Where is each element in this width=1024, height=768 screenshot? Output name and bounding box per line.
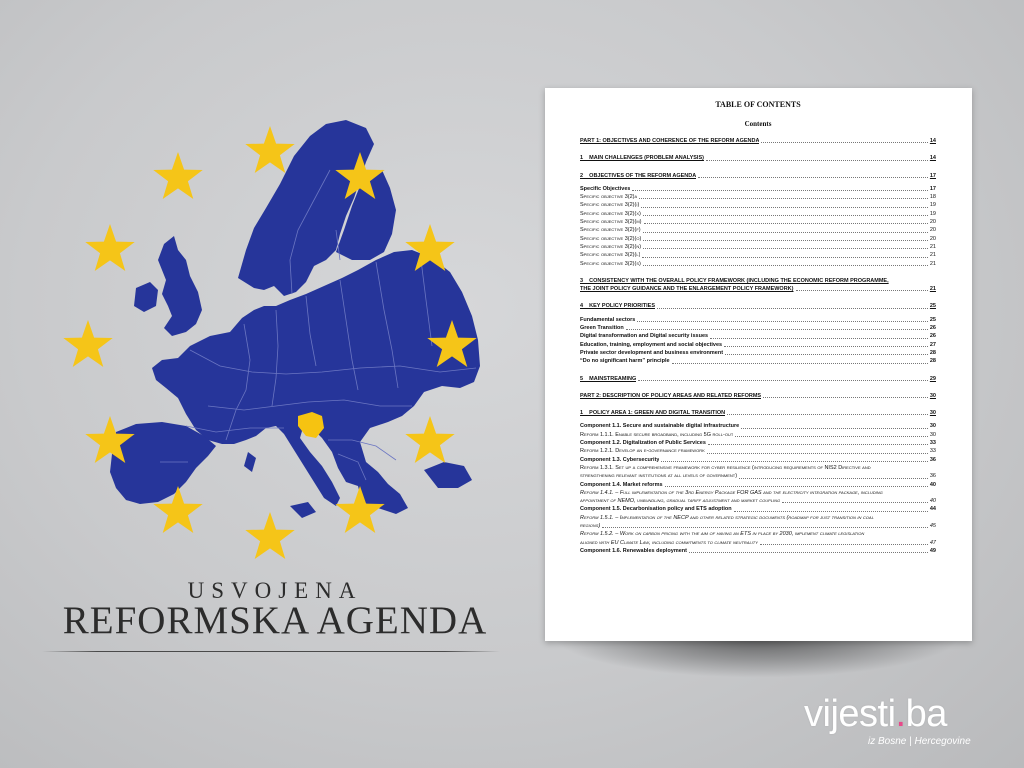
toc-page-number: 36	[929, 473, 936, 480]
toc-entry-text-continued: THE JOINT POLICY GUIDANCE AND THE ENLARGEMENT POLICY FRAMEWORK)	[580, 286, 794, 293]
toc-entry[interactable]	[580, 547, 936, 555]
toc-leader-dots	[761, 142, 927, 143]
toc-entry[interactable]	[580, 530, 936, 547]
toc-leader-dots	[735, 436, 928, 437]
toc-leader-dots	[706, 160, 928, 161]
toc-entry[interactable]	[580, 316, 936, 324]
toc-leader-dots	[763, 397, 928, 398]
toc-entry[interactable]	[580, 392, 936, 400]
logo-tagline: iz Bosne | Hercegovine	[868, 736, 971, 747]
toc-page-number: 40	[929, 498, 936, 505]
toc-entry-text: Green Transition	[580, 325, 624, 332]
toc-entry[interactable]	[580, 277, 936, 294]
toc-entry[interactable]	[580, 341, 936, 349]
logo-name: vijesti	[804, 693, 896, 735]
toc-entry-text: 4 KEY POLICY PRIORITIES	[580, 303, 655, 310]
toc-leader-dots	[643, 232, 928, 233]
toc-leader-dots	[643, 265, 928, 266]
toc-entry-text: Component 1.2. Digitalization of Public Services	[580, 440, 706, 447]
toc-leader-dots	[760, 544, 928, 545]
toc-entry-text: Component 1.3. Cybersecurity	[580, 456, 660, 463]
toc-leader-dots	[698, 177, 928, 178]
vijesti-logo	[804, 693, 947, 736]
toc-page-number: 36	[929, 456, 936, 463]
toc-entry[interactable]	[580, 409, 936, 417]
toc-entry-text-continued: strengthening relevant institutions at all levels of government)	[580, 473, 738, 480]
toc-leader-dots	[708, 444, 928, 445]
toc-entry-text: 3 CONSISTENCY WITH THE OVERALL POLICY FRAMEWORK (INCLUDING THE ECONOMIC REFORM PROGRAMME,	[580, 277, 889, 284]
toc-leader-dots	[724, 346, 928, 347]
toc-entry[interactable]	[580, 201, 936, 209]
toc-entry-text: PART 2: DESCRIPTION OF POLICY AREAS AND RELATED REFORMS	[580, 392, 762, 399]
toc-leader-dots	[782, 502, 928, 503]
toc-page-number: 44	[929, 506, 936, 513]
heading-reformska-agenda: REFORMSKA AGENDA	[62, 599, 488, 642]
toc-page-number: 17	[929, 185, 936, 192]
toc-entry-text: Specific objective 3(2)a	[580, 194, 638, 201]
toc-entry[interactable]	[580, 456, 936, 464]
toc-page-number: 20	[929, 235, 936, 242]
document-page	[545, 88, 972, 641]
toc-leader-dots	[643, 215, 928, 216]
toc-entry-text: Specific objective 3(2)(f)	[580, 227, 641, 234]
toc-page-number: 25	[929, 303, 936, 310]
toc-entry[interactable]	[580, 185, 936, 193]
toc-entry[interactable]	[580, 489, 936, 506]
toc-entry-text: 1 MAIN CHALLENGES (PROBLEM ANALYSIS)	[580, 155, 704, 162]
toc-entry[interactable]	[580, 422, 936, 430]
toc-entry[interactable]	[580, 172, 936, 180]
toc-entry[interactable]	[580, 193, 936, 201]
toc-entry-text-continued: appointment of NEMO, unbundling, gradual tariff adjustment and market coupling	[580, 498, 781, 505]
toc-page-number: 28	[929, 358, 936, 365]
toc-page-number: 14	[929, 138, 936, 144]
toc-page-number: 21	[929, 286, 936, 293]
toc-entry[interactable]	[580, 357, 936, 365]
toc-entry[interactable]	[580, 431, 936, 439]
toc-leader-dots	[672, 363, 928, 364]
toc-entry[interactable]	[580, 332, 936, 340]
toc-page-number: 17	[929, 172, 936, 179]
document-title: TABLE OF CONTENTS	[715, 100, 801, 109]
toc-page-number: 30	[929, 392, 936, 399]
toc-entry-text: Specific objective 3(2)(s)	[580, 260, 641, 267]
toc-entry-text: Reform 1.2.1. Develop an e-governance framework	[580, 448, 705, 455]
document-subtitle: Contents	[744, 120, 772, 128]
toc-page-number: 30	[929, 423, 936, 430]
toc-entry[interactable]	[580, 251, 936, 259]
toc-leader-dots	[725, 354, 928, 355]
eu-star-icon	[85, 224, 134, 271]
toc-leader-dots	[707, 453, 928, 454]
toc-entry[interactable]	[580, 260, 936, 268]
toc-page-number: 49	[929, 547, 936, 554]
toc-entry-text: 1 POLICY AREA 1: GREEN AND DIGITAL TRANSITION	[580, 410, 726, 417]
toc-page-number: 18	[929, 194, 936, 201]
toc-entry[interactable]	[580, 235, 936, 243]
toc-entry-text-continued: aligned with EU Climate Law, including commitments to climate neutrality	[580, 539, 758, 546]
toc-entry-text: Component 1.1. Secure and sustainable digital infrastructure	[580, 423, 740, 430]
toc-leader-dots	[639, 198, 928, 199]
toc-entry[interactable]	[580, 439, 936, 447]
toc-page-number: 33	[929, 440, 936, 447]
toc-entry[interactable]	[580, 505, 936, 513]
eu-star-icon	[245, 126, 294, 173]
toc-page-number: 19	[929, 202, 936, 209]
eu-star-icon	[63, 320, 112, 367]
toc-leader-dots	[644, 223, 928, 224]
table-of-contents	[580, 137, 936, 555]
toc-entry[interactable]	[580, 464, 936, 481]
toc-leader-dots	[626, 329, 928, 330]
toc-entry[interactable]	[580, 302, 936, 310]
toc-leader-dots	[643, 240, 928, 241]
toc-entry-text: Reform 1.4.1. – Full implementation of the 3rd Energy Package FOR GAS and the electricity integration package, including	[580, 489, 883, 496]
toc-page-number: 30	[929, 431, 936, 438]
toc-leader-dots	[734, 511, 928, 512]
toc-entry-text: Component 1.4. Market reforms	[580, 481, 663, 488]
toc-entry-text: Specific objective 3(2)(x)	[580, 210, 641, 217]
toc-leader-dots	[739, 478, 928, 479]
logo-tld: ba	[905, 693, 947, 735]
logo-dot: .	[895, 693, 906, 735]
toc-entry-text: Component 1.5. Decarbonisation policy and ETS adoption	[580, 506, 732, 513]
toc-page-number: 20	[929, 227, 936, 234]
toc-page-number: 26	[929, 325, 936, 332]
toc-entry-text: Specific objective 3(2)(m)	[580, 219, 642, 226]
toc-leader-dots	[741, 428, 928, 429]
toc-entry[interactable]	[580, 210, 936, 218]
toc-page-number: 33	[929, 448, 936, 455]
toc-leader-dots	[657, 308, 928, 309]
toc-entry[interactable]	[580, 154, 936, 162]
toc-page-number: 19	[929, 210, 936, 217]
toc-entry-text: Reform 1.3.1. Set up a comprehensive framework for cyber resilience (introducing requirements of NIS2 Directive and	[580, 464, 871, 471]
toc-entry-text: 5 MAINSTREAMING	[580, 375, 637, 382]
europe-map-icon	[110, 120, 480, 518]
toc-page-number: 21	[929, 260, 936, 267]
toc-leader-dots	[602, 527, 928, 528]
toc-leader-dots	[665, 486, 928, 487]
toc-page-number: 27	[929, 341, 936, 348]
toc-entry-text: Education, training, employment and social objectives	[580, 341, 723, 348]
toc-entry-text: “Do no significant harm” principle	[580, 358, 670, 365]
toc-entry[interactable]	[580, 447, 936, 455]
toc-page-number: 30	[929, 410, 936, 417]
toc-entry-text: Fundamental sectors	[580, 316, 636, 323]
toc-entry-text-continued: regions)	[580, 522, 601, 529]
toc-entry-text: Specific objective 3(2)(o)	[580, 235, 642, 242]
toc-entry[interactable]	[580, 137, 936, 145]
toc-entry[interactable]	[580, 218, 936, 226]
toc-leader-dots	[642, 257, 927, 258]
toc-leader-dots	[641, 207, 928, 208]
heading-divider	[42, 651, 500, 652]
toc-entry-text: Component 1.6. Renewables deployment	[580, 547, 687, 554]
toc-entry-text: 2 OBJECTIVES OF THE REFORM AGENDA	[580, 172, 697, 179]
toc-leader-dots	[710, 338, 928, 339]
toc-page-number: 21	[929, 243, 936, 250]
toc-leader-dots	[643, 248, 928, 249]
eu-star-icon	[245, 512, 294, 559]
toc-leader-dots	[637, 321, 928, 322]
eu-star-icon	[153, 152, 202, 199]
toc-entry-text: PART 1: OBJECTIVES AND COHERENCE OF THE REFORM AGENDA	[580, 138, 760, 144]
toc-page-number: 29	[929, 375, 936, 382]
toc-entry[interactable]	[580, 375, 936, 383]
europe-map-illustration	[40, 110, 510, 580]
toc-page-number: 26	[929, 333, 936, 340]
toc-entry[interactable]	[580, 349, 936, 357]
toc-page-number: 45	[929, 522, 936, 529]
toc-leader-dots	[796, 290, 928, 291]
toc-page-number: 21	[929, 252, 936, 259]
toc-entry-text: Digital transformation and Digital security issues	[580, 333, 709, 340]
toc-page-number: 47	[929, 539, 936, 546]
toc-entry[interactable]	[580, 226, 936, 234]
eu-star-icon	[405, 416, 454, 463]
toc-page-number: 14	[929, 155, 936, 162]
toc-page-number: 25	[929, 316, 936, 323]
toc-entry-text: Reform 1.5.2. – Work on carbon pricing with the aim of having an ETS in place by 2030, implement climate legislation	[580, 531, 865, 538]
toc-leader-dots	[632, 190, 927, 191]
toc-entry-text: Private sector development and business environment	[580, 349, 724, 356]
toc-entry-text: Reform 1.1.1. Enable secure broadband, including 5G roll-out	[580, 431, 734, 438]
toc-entry-text: Specific Objectives	[580, 185, 631, 192]
heading-usvojena: USVOJENA	[187, 578, 363, 603]
toc-page-number: 40	[929, 481, 936, 488]
toc-leader-dots	[661, 461, 927, 462]
toc-entry-text: Reform 1.5.1. – Implementation of the NECP and other related strategic documents (roadmap for just transition in coal	[580, 514, 874, 521]
toc-page-number: 28	[929, 349, 936, 356]
toc-leader-dots	[638, 380, 928, 381]
toc-entry[interactable]	[580, 243, 936, 251]
toc-entry-text: Specific objective 3(2)(n)	[580, 243, 642, 250]
toc-entry[interactable]	[580, 514, 936, 531]
toc-leader-dots	[689, 552, 928, 553]
toc-leader-dots	[727, 414, 928, 415]
toc-entry[interactable]	[580, 481, 936, 489]
toc-entry-text: Specific objective 3(2)(i)	[580, 202, 640, 209]
toc-entry[interactable]	[580, 324, 936, 332]
toc-page-number: 20	[929, 219, 936, 226]
toc-entry-text: Specific objective 3(2)(l)	[580, 252, 641, 259]
